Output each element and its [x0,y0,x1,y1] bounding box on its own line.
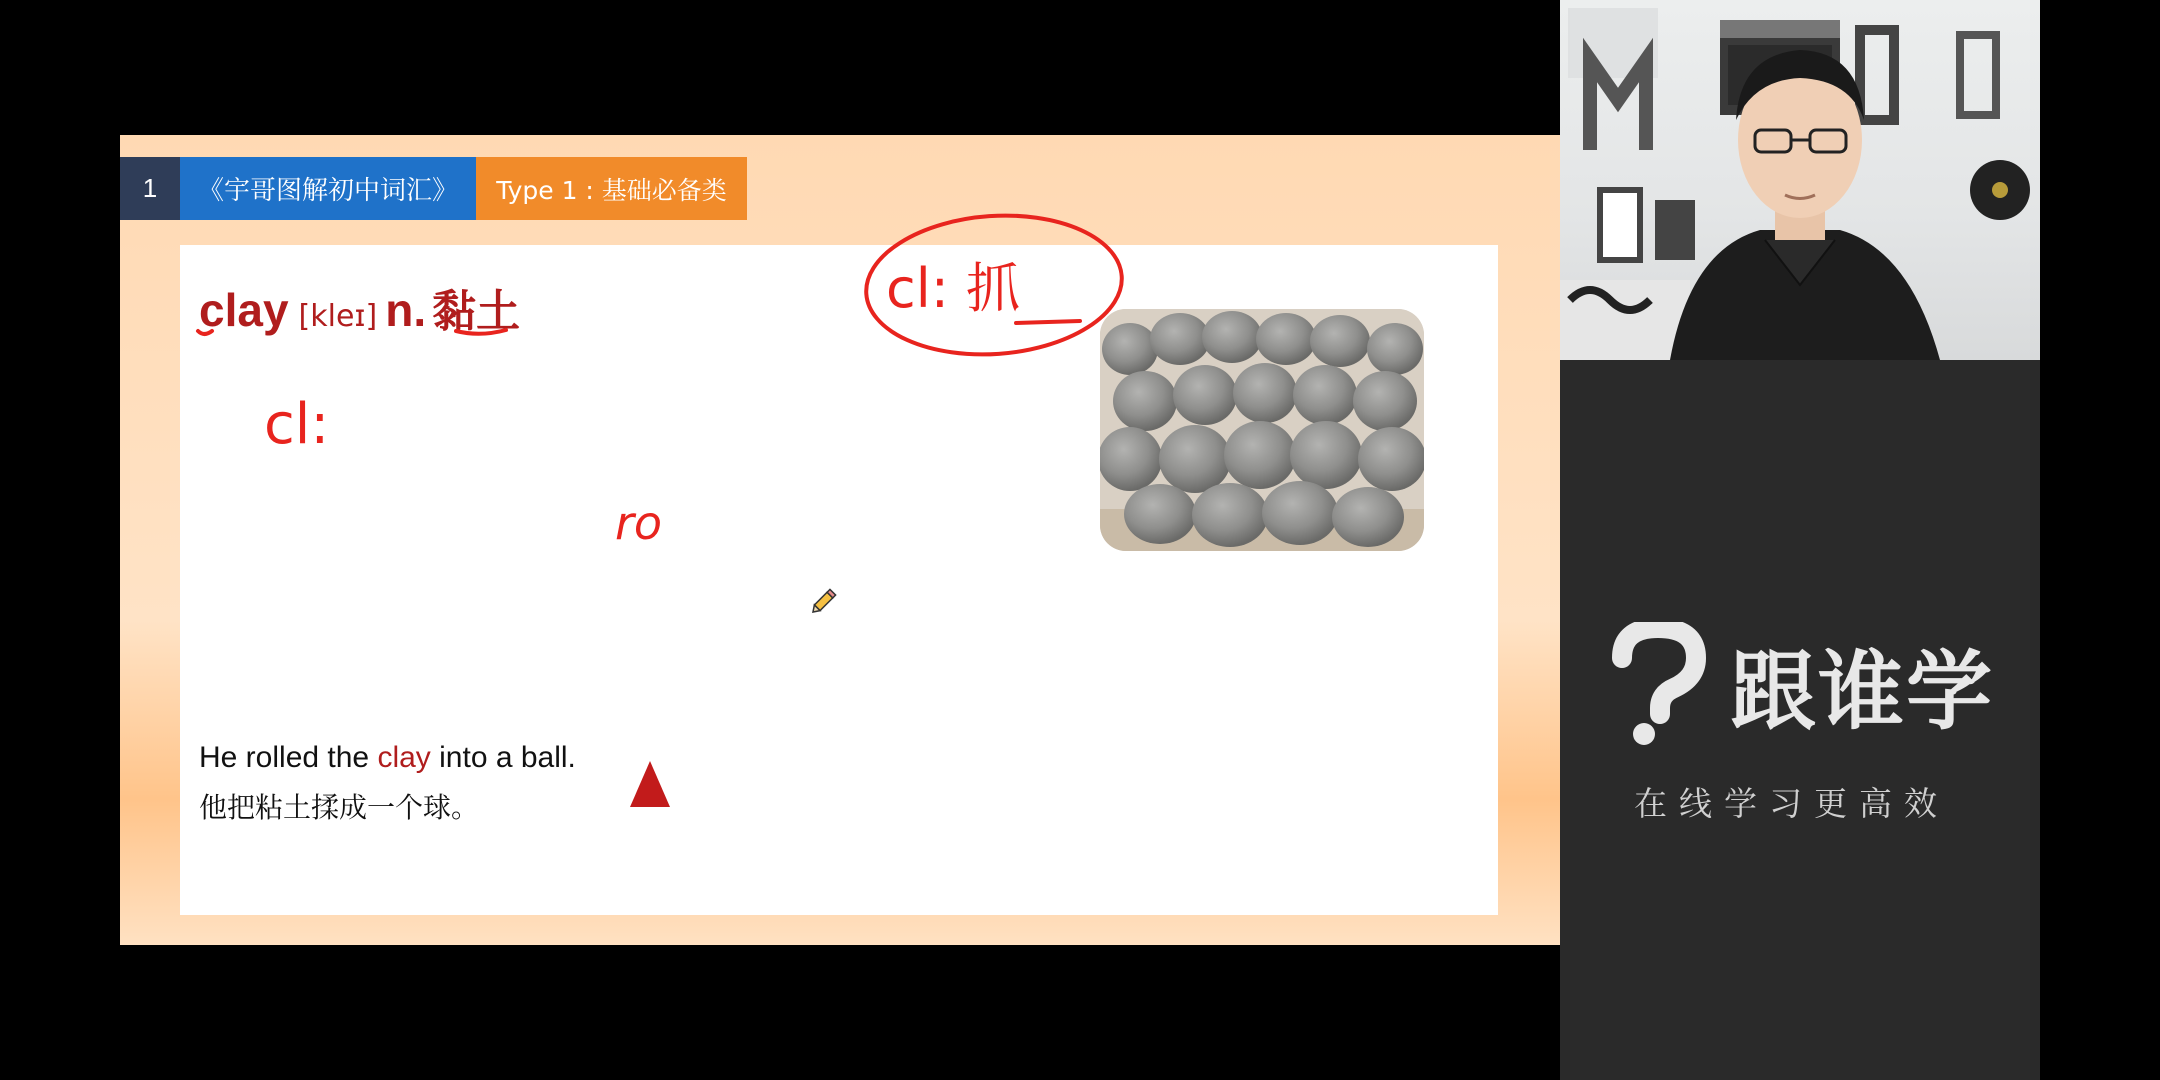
page-number: 1 [120,157,180,220]
clay-balls-photo [1100,309,1424,551]
word-card [180,245,1498,915]
red-triangle-icon [628,759,672,809]
brand-panel [1560,360,2040,1080]
question-mark-logo-icon [1608,622,1708,746]
slide [120,135,1560,945]
pencil-icon [808,583,842,617]
vocab-word: clay [199,284,289,336]
note-circled: cl: 抓 [886,257,1021,320]
brand-name: 跟谁学 [1730,642,1994,742]
example-text-after: into a ball. [430,741,576,774]
word-entry [199,275,520,339]
word-meaning: 黏土 [432,286,521,337]
example-translation: 他把粘土揉成一个球。 [199,791,480,824]
note-middle: ro [615,496,663,550]
phonetic: [kleɪ] [298,299,378,334]
book-title: 《宇哥图解初中词汇》 [180,157,476,220]
example-sentence [199,741,576,775]
note-left: cl: [264,392,330,457]
brand-slogan: 在线学习更高效 [1634,784,1949,823]
example-highlight: clay [377,741,431,774]
brand-logo [1608,622,1994,746]
example-text-before: He rolled the [199,741,378,774]
slide-header [120,157,747,220]
teacher-camera [1560,0,2040,360]
part-of-speech: n. [385,284,427,336]
type-label: Type 1 : 基础必备类 [476,157,747,220]
